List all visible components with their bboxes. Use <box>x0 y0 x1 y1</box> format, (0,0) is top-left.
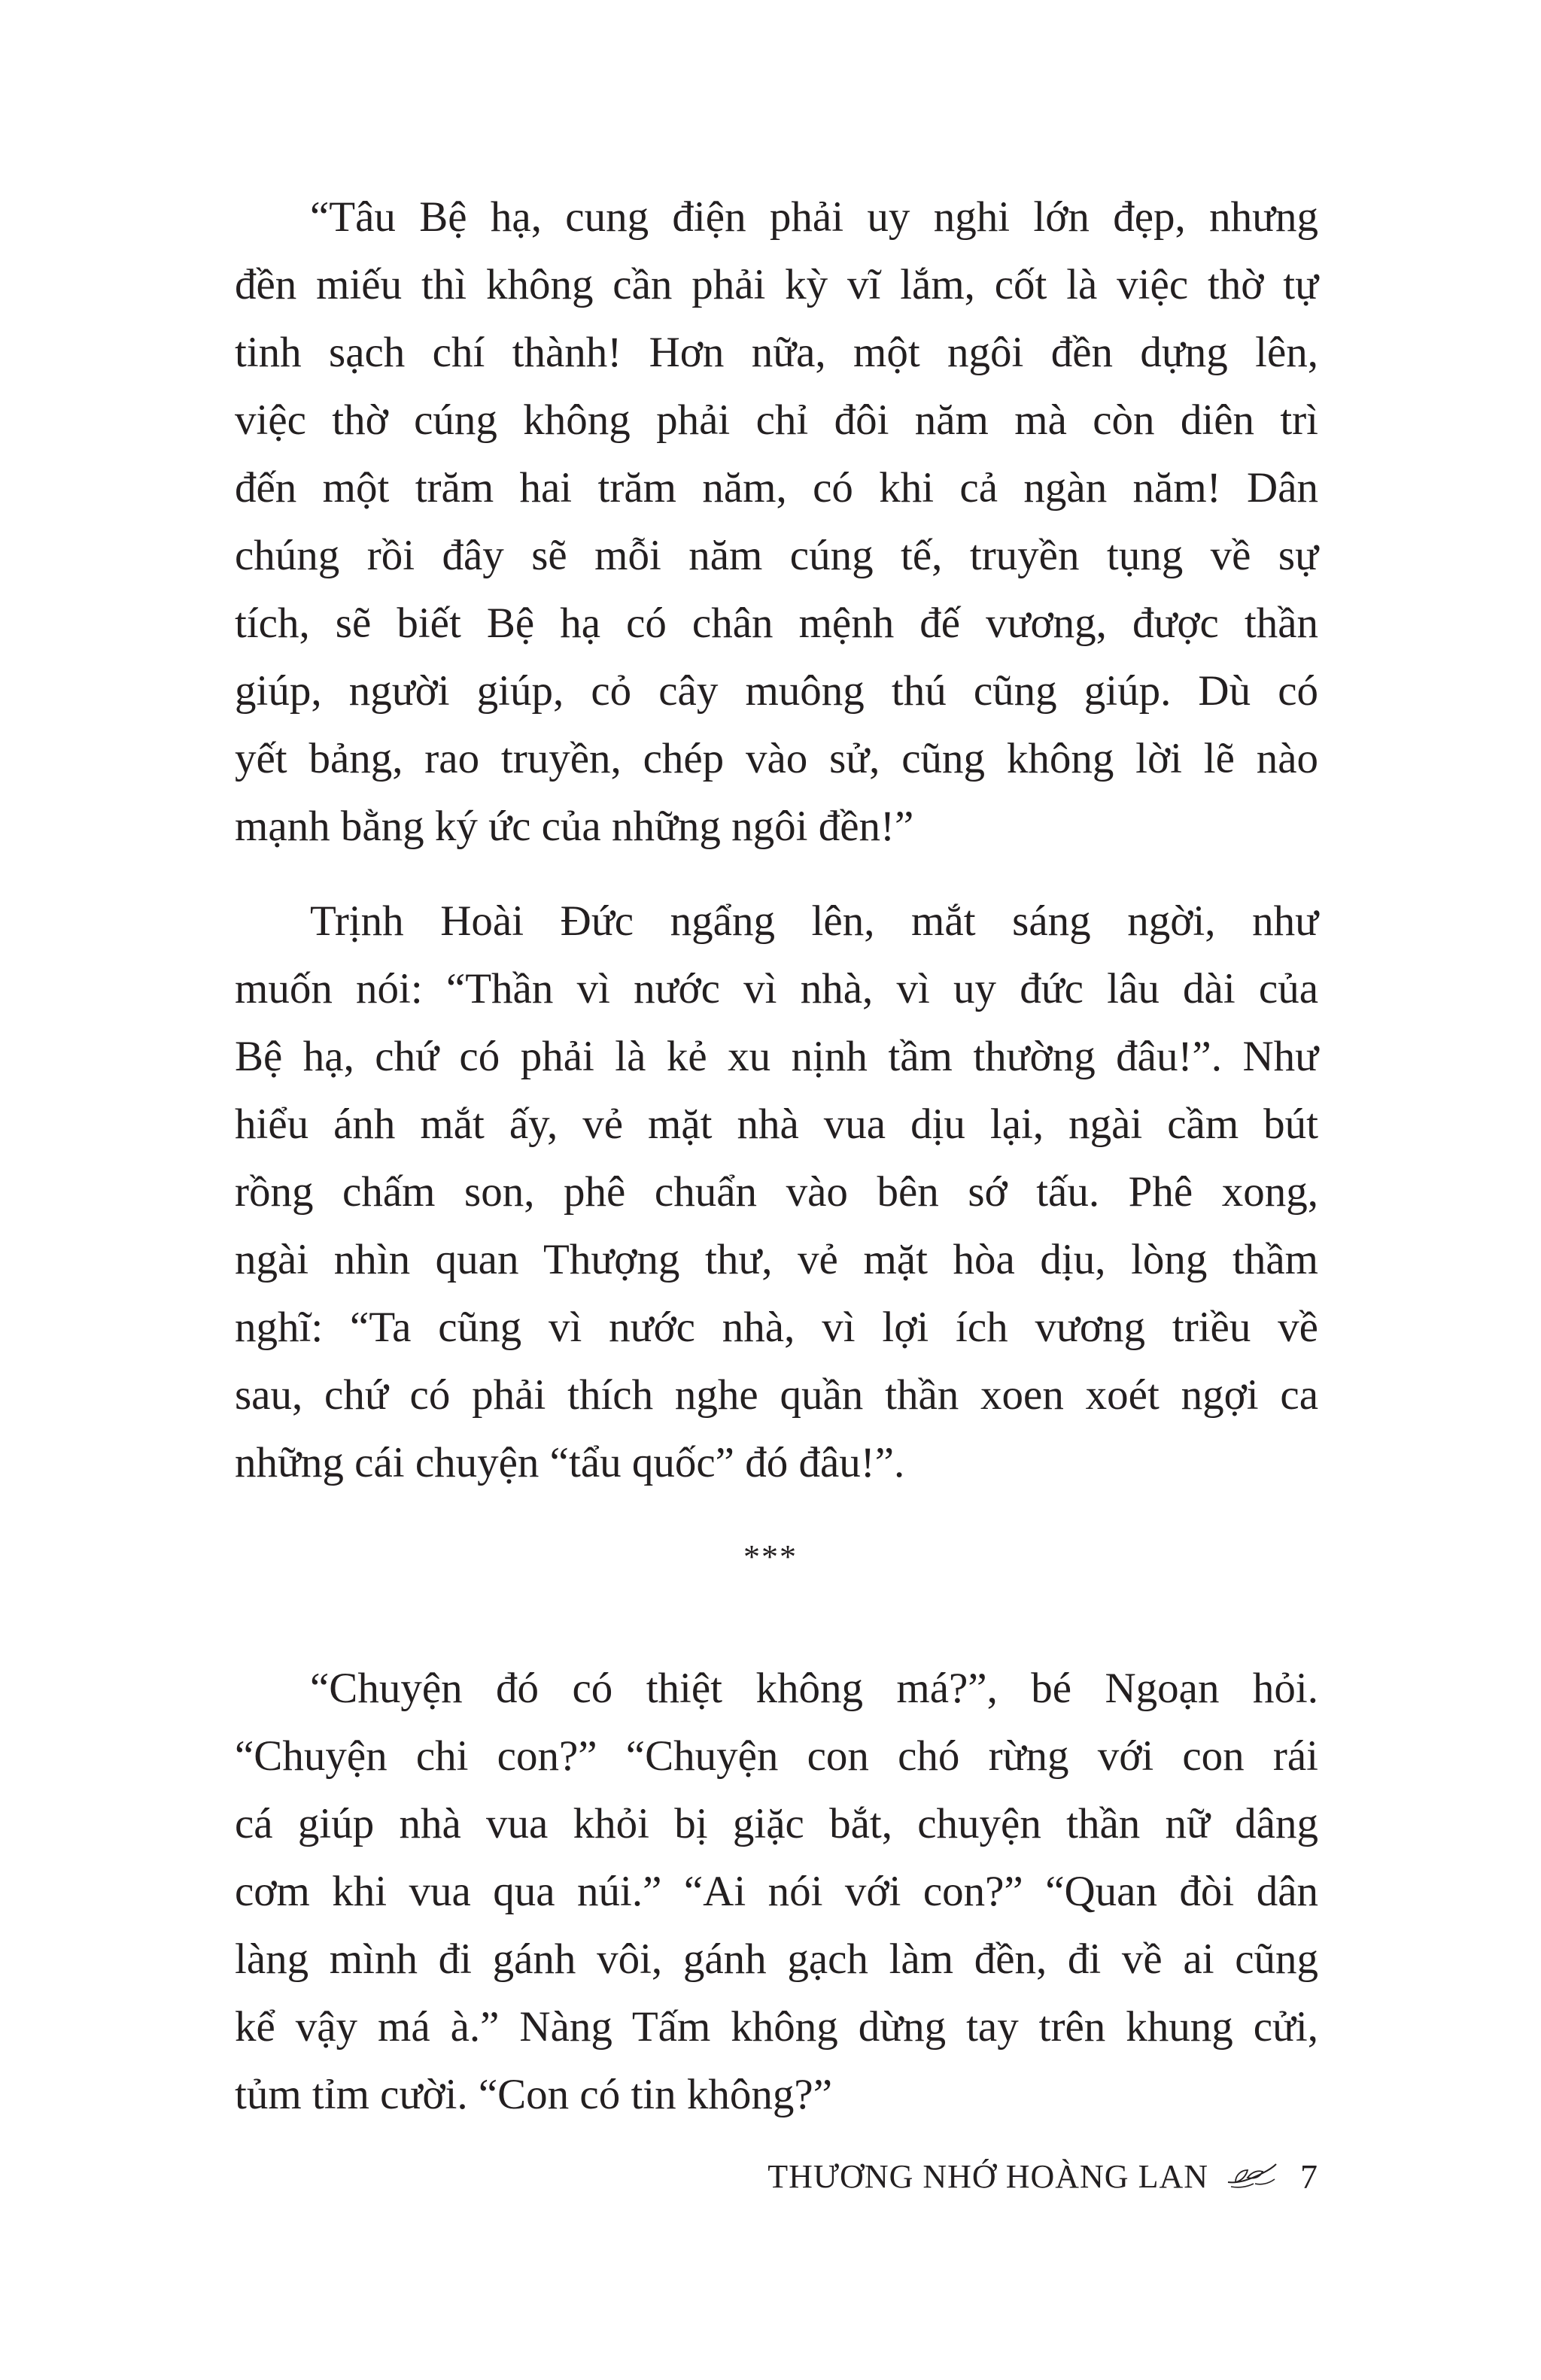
text-line: ngài nhìn quan Thượng thư, vẻ mặt hòa dịu, lòng thầm <box>235 1236 1318 1283</box>
paragraph-1 <box>235 184 1318 861</box>
text-line: muốn nói: “Thần vì nước vì nhà, vì uy đức lâu dài của <box>235 965 1318 1012</box>
text-line: sau, chứ có phải thích nghe quần thần xoen xoét ngợi ca <box>235 1371 1318 1419</box>
text-line: giúp, người giúp, cỏ cây muông thú cũng giúp. Dù có <box>235 667 1318 715</box>
paragraph-3 <box>235 1655 1318 2129</box>
text-line: hiểu ánh mắt ấy, vẻ mặt nhà vua dịu lại, ngài cầm bút <box>235 1100 1318 1148</box>
text-line: “Tâu Bệ hạ, cung điện phải uy nghi lớn đẹp, nhưng <box>310 193 1318 241</box>
text-line: những cái chuyện “tẩu quốc” đó đâu!”. <box>235 1439 905 1486</box>
text-line: chúng rồi đây sẽ mỗi năm cúng tế, truyền tụng về sự <box>235 532 1318 579</box>
text-line: cơm khi vua qua núi.” “Ai nói với con?” “Quan đòi dân <box>235 1868 1318 1915</box>
running-title: THƯƠNG NHỚ HOÀNG LAN <box>767 2157 1208 2195</box>
page-number: 7 <box>1300 2157 1318 2196</box>
text-line: việc thờ cúng không phải chỉ đôi năm mà còn diên trì <box>235 396 1318 444</box>
text-line: làng mình đi gánh vôi, gánh gạch làm đền, đi về ai cũng <box>235 1935 1318 1983</box>
section-break: *** <box>743 1538 798 1575</box>
text-line: yết bảng, rao truyền, chép vào sử, cũng không lời lẽ nào <box>235 735 1318 782</box>
text-line: mạnh bằng ký ức của những ngôi đền!” <box>235 803 914 850</box>
leaf-flourish-icon <box>1225 2161 1279 2191</box>
text-line: cá giúp nhà vua khỏi bị giặc bắt, chuyện thần nữ dâng <box>235 1800 1318 1847</box>
text-line: Bệ hạ, chứ có phải là kẻ xu nịnh tầm thường đâu!”. Như <box>235 1033 1318 1080</box>
text-line: “Chuyện chi con?” “Chuyện con chó rừng với con rái <box>235 1732 1318 1780</box>
text-line: nghĩ: “Ta cũng vì nước nhà, vì lợi ích vương triều về <box>235 1304 1318 1351</box>
text-line: tích, sẽ biết Bệ hạ có chân mệnh đế vương, được thần <box>235 600 1318 647</box>
text-line: tinh sạch chí thành! Hơn nữa, một ngôi đền dựng lên, <box>235 329 1318 376</box>
paragraph-2 <box>235 888 1318 1497</box>
text-line: Trịnh Hoài Đức ngẩng lên, mắt sáng ngời, như <box>310 897 1318 945</box>
text-line: tủm tỉm cười. “Con có tin không?” <box>235 2071 832 2118</box>
text-line: đến một trăm hai trăm năm, có khi cả ngàn năm! Dân <box>235 464 1318 512</box>
text-line: “Chuyện đó có thiệt không má?”, bé Ngoạn hỏi. <box>310 1665 1318 1712</box>
text-line: đền miếu thì không cần phải kỳ vĩ lắm, cốt là việc thờ tự <box>235 261 1318 308</box>
text-line: rồng chấm son, phê chuẩn vào bên sớ tấu. Phê xong, <box>235 1168 1318 1216</box>
text-line: kể vậy má à.” Nàng Tấm không dừng tay trên khung cửi, <box>235 2003 1318 2051</box>
page-footer <box>767 2150 1318 2202</box>
